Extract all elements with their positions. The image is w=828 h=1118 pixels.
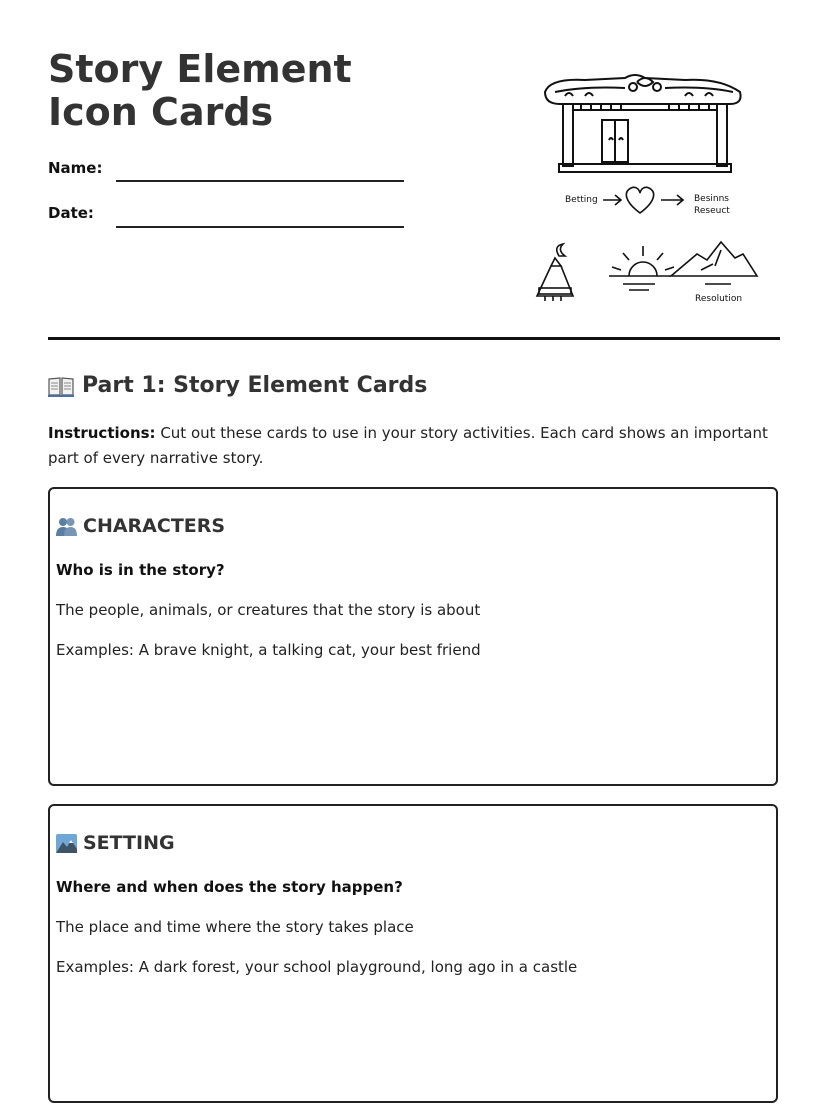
people-icon <box>56 517 77 536</box>
section-divider <box>48 337 780 340</box>
part1-heading-text: Part 1: Story Element Cards <box>82 373 428 398</box>
card-description: The people, animals, or creatures that the story is about <box>56 601 481 619</box>
card-heading <box>56 515 225 537</box>
card-question: Where and when does the story happen? <box>56 878 403 896</box>
card-heading <box>56 832 175 854</box>
instructions-text: Cut out these cards to use in your story activities. Each card shows an important part of every narrative story. <box>48 424 768 467</box>
character-figure-icon <box>537 244 573 301</box>
card-heading-text: SETTING <box>83 832 175 854</box>
date-label: Date: <box>48 204 94 222</box>
resolution-label: Resolution <box>695 294 743 304</box>
card-examples: Examples: A brave knight, a talking cat, your best friend <box>56 641 481 659</box>
heart-icon <box>626 187 653 213</box>
page-title: Story Element Icon Cards <box>48 47 352 134</box>
card-examples: Examples: A dark forest, your school playground, long ago in a castle <box>56 958 578 976</box>
story-illustration <box>525 70 765 310</box>
meeting-house-icon <box>545 75 741 172</box>
name-field[interactable] <box>116 180 404 182</box>
card-description: The place and time where the story takes place <box>56 918 414 936</box>
beginning-label: Besinns <box>694 194 729 204</box>
instructions <box>48 421 780 471</box>
setting-label: Betting <box>565 195 598 205</box>
sunrise-icon <box>609 246 674 290</box>
card-heading-text: CHARACTERS <box>83 515 226 537</box>
setting-card <box>48 804 778 1103</box>
part1-heading <box>48 373 427 398</box>
card-question: Who is in the story? <box>56 561 225 579</box>
characters-card <box>48 487 778 786</box>
reseuct-label: Reseuct <box>694 206 730 216</box>
mountains-icon <box>671 242 757 284</box>
name-label: Name: <box>48 159 103 177</box>
instructions-label: Instructions: <box>48 424 156 442</box>
book-icon <box>48 375 74 397</box>
landscape-icon <box>56 834 77 853</box>
date-field[interactable] <box>116 226 404 228</box>
